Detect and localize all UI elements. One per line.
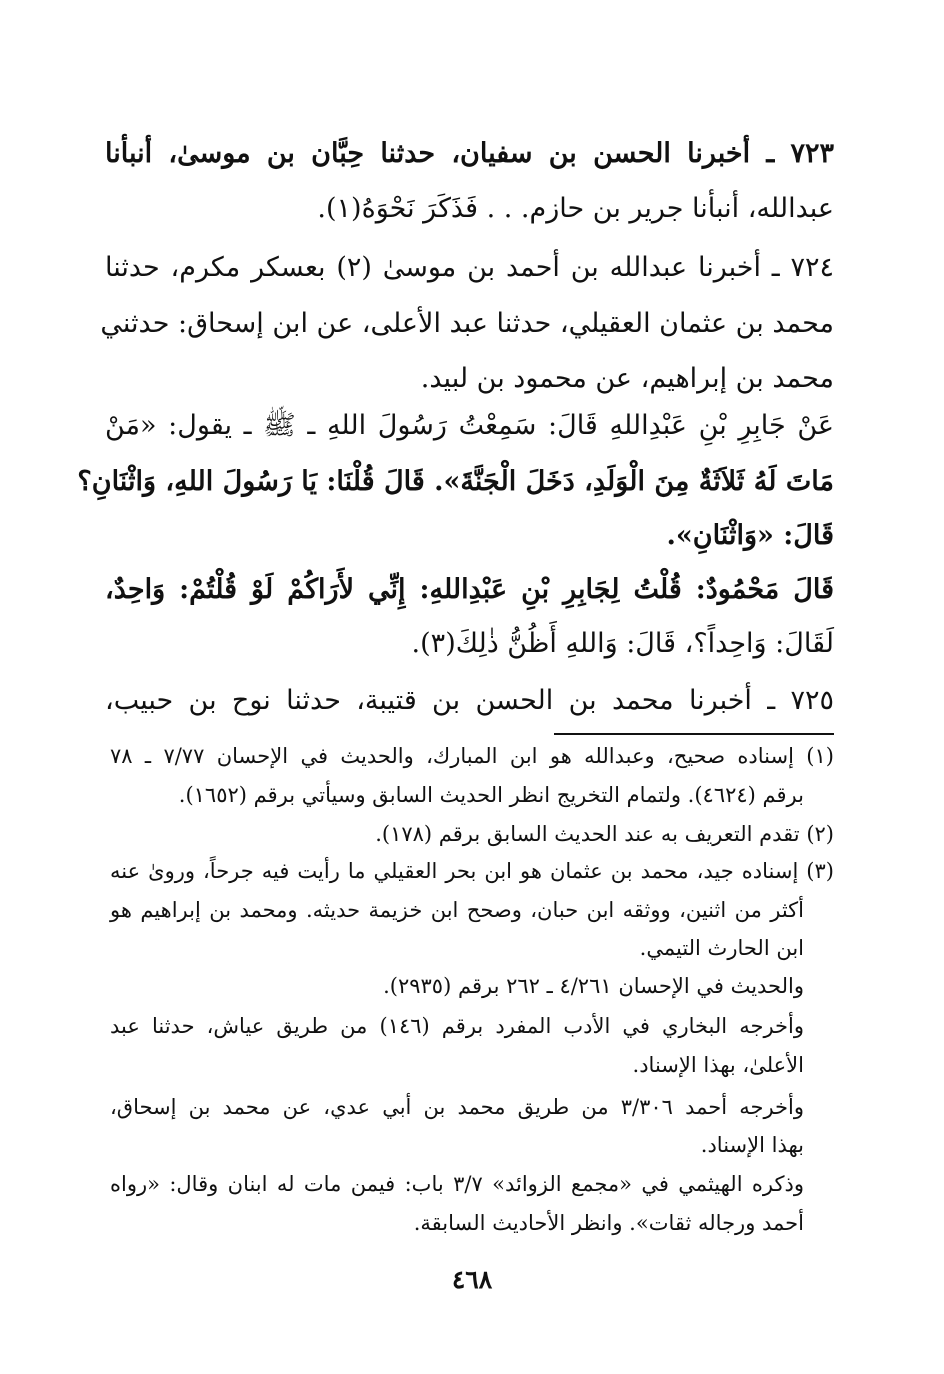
- footnote-1-line-2: برقم (٤٦٢٤). ولتمام التخريج انظر الحديث السابق وسيأتي برقم (١٦٥٢).: [178, 783, 804, 807]
- hadith-724-line-2: محمد بن عثمان العقيلي، حدثنا عبد الأعلى، عن ابن إسحاق: حدثني: [100, 308, 834, 339]
- footnote-3-line-9: وذكره الهيثمي في «مجمع الزوائد» ٣/٧ باب: فيمن مات له ابنان وقال: «رواه: [110, 1172, 804, 1196]
- footnote-3-line-6: الأعلىٰ، بهذا الإسناد.: [632, 1053, 804, 1077]
- hadith-723-line-2: عبدالله، أنبأنا جرير بن حازم. . . فَذَكَرَ نَحْوَهُ(١).: [317, 193, 834, 224]
- footnote-3-line-5: وأخرجه البخاري في الأدب المفرد برقم (١٤٦) من طريق عياش، حدثنا عبد: [110, 1014, 804, 1038]
- hadith-724-line-1: ٧٢٤ ـ أخبرنا عبدالله بن أحمد بن موسىٰ (٢) بعسكر مكرم، حدثنا: [105, 252, 834, 283]
- footnote-3-line-3: ابن الحارث التيمي.: [639, 936, 804, 960]
- footnote-3-line-2: أكثر من اثنين، ووثقه ابن حبان، وصحح ابن خزيمة حديثه. ومحمد بن إبراهيم هو: [110, 898, 804, 922]
- hadith-723-line-1: ٧٢٣ ـ أخبرنا الحسن بن سفيان، حدثنا حِبَّان بن موسىٰ، أنبأنا: [105, 138, 834, 169]
- hadith-text-line-3: قَالَ: «وَاثْنَانِ».: [666, 520, 834, 551]
- footnote-3-line-1: (٣) إسناده جيد، محمد بن عثمان هو ابن بحر العقيلي ما رأيت فيه جرحاً، وروىٰ عنه: [110, 859, 834, 883]
- hadith-text-line-2: مَاتَ لَهُ ثَلاَثَةٌ مِنَ الْوَلَدِ، دَخَلَ الْجَنَّةَ». قَالَ قُلْنَا: يَا رَسُولَ اللهِ، وَاثْنَانِ؟: [77, 466, 834, 497]
- hadith-725-line-1: ٧٢٥ ـ أخبرنا محمد بن الحسن بن قتيبة، حدثنا نوح بن حبيب،: [105, 685, 834, 716]
- footnote-3-line-7: وأخرجه أحمد ٣/٣٠٦ من طريق محمد بن أبي عدي، عن محمد بن إسحاق،: [110, 1095, 804, 1119]
- page-number: ٤٦٨: [451, 1265, 493, 1294]
- footnote-3-line-8: بهذا الإسناد.: [700, 1133, 804, 1157]
- hadith-724-line-3: محمد بن إبراهيم، عن محمود بن لبيد.: [420, 363, 834, 394]
- mahmud-saying-line-1: قَالَ مَحْمُودٌ: قُلْتُ لِجَابِرِ بْنِ عَبْدِاللهِ: إِنِّي لأَرَاكُمْ لَوْ قُلْتُمْ: وَاحِدٌ،: [105, 574, 834, 605]
- hadith-text-line-1: عَنْ جَابِرِ بْنِ عَبْدِاللهِ قَالَ: سَمِعْتُ رَسُولَ اللهِ ـ ﷺ ـ يقول: «مَنْ: [105, 410, 834, 441]
- footnote-2: (٢) تقدم التعريف به عند الحديث السابق برقم (١٧٨).: [375, 822, 834, 846]
- footnote-3-line-10: أحمد ورجاله ثقات». وانظر الأحاديث السابقة.: [413, 1211, 804, 1235]
- footnote-separator: [554, 733, 834, 735]
- mahmud-saying-line-2: لَقَالَ: وَاحِداً؟، قَالَ: وَاللهِ أَظُنُّ ذٰلِكَ(٣).: [411, 628, 834, 659]
- footnote-3-line-4: والحديث في الإحسان ٤/٢٦١ ـ ٢٦٢ برقم (٢٩٣٥).: [383, 974, 804, 998]
- footnote-1-line-1: (١) إسناده صحيح، وعبدالله هو ابن المبارك، والحديث في الإحسان ٧/٧٧ ـ ٧٨: [110, 744, 834, 768]
